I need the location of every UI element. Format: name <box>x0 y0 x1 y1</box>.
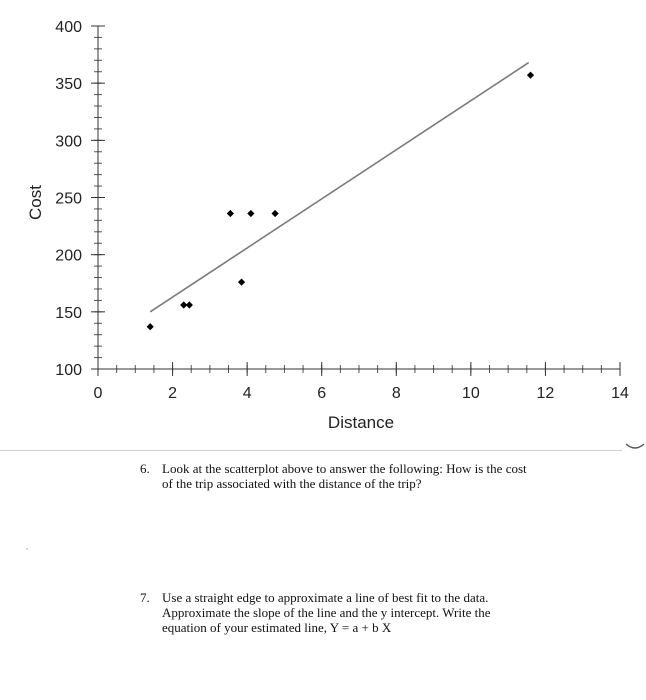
trend-line <box>150 63 528 312</box>
x-tick-label: 0 <box>93 385 103 402</box>
y-tick-label: 150 <box>55 304 82 322</box>
x-tick-label: 2 <box>168 385 178 402</box>
y-axis-title: Cost <box>26 185 45 220</box>
x-tick-label: 14 <box>611 385 629 402</box>
x-tick-label: 4 <box>242 385 252 402</box>
x-tick-label: 10 <box>461 385 480 402</box>
data-point <box>272 210 279 217</box>
data-point <box>186 301 193 308</box>
x-tick-labels <box>94 385 629 402</box>
y-tick-label: 400 <box>55 19 82 36</box>
stray-mark <box>26 548 28 550</box>
data-point <box>147 323 154 330</box>
x-tick-label: 6 <box>317 385 327 402</box>
x-axis-title: Distance <box>327 413 395 432</box>
question-text <box>162 590 490 635</box>
question-line: Look at the scatterplot above to answer the following: How is the cost <box>162 461 527 476</box>
question-number: 7. <box>140 590 150 605</box>
data-point <box>527 72 534 79</box>
question-line: equation of your estimated line, Y = a + b X <box>162 620 392 635</box>
y-tick-label: 250 <box>55 190 82 208</box>
question-7 <box>140 590 620 638</box>
y-tick-label: 350 <box>55 76 82 94</box>
data-point <box>227 210 234 217</box>
y-tick-label: 100 <box>55 362 82 379</box>
y-tick-label: 300 <box>55 133 82 151</box>
question-6 <box>140 461 620 493</box>
question-line: of the trip associated with the distance of the trip? <box>162 476 422 491</box>
scroll-corner-icon <box>624 440 646 454</box>
x-tick-label: 8 <box>391 385 401 402</box>
question-text <box>162 461 527 491</box>
x-tick-label: 12 <box>536 385 555 402</box>
question-line: Approximate the slope of the line and the y intercept. Write the <box>162 605 491 620</box>
data-point <box>238 279 245 286</box>
question-line: Use a straight edge to approximate a line of best fit to the data. <box>162 590 489 605</box>
data-points <box>147 72 535 331</box>
section-divider <box>0 450 622 451</box>
y-tick-label: 200 <box>55 247 82 265</box>
question-number: 6. <box>140 461 150 476</box>
y-tick-labels <box>55 19 82 379</box>
data-point <box>247 210 254 217</box>
